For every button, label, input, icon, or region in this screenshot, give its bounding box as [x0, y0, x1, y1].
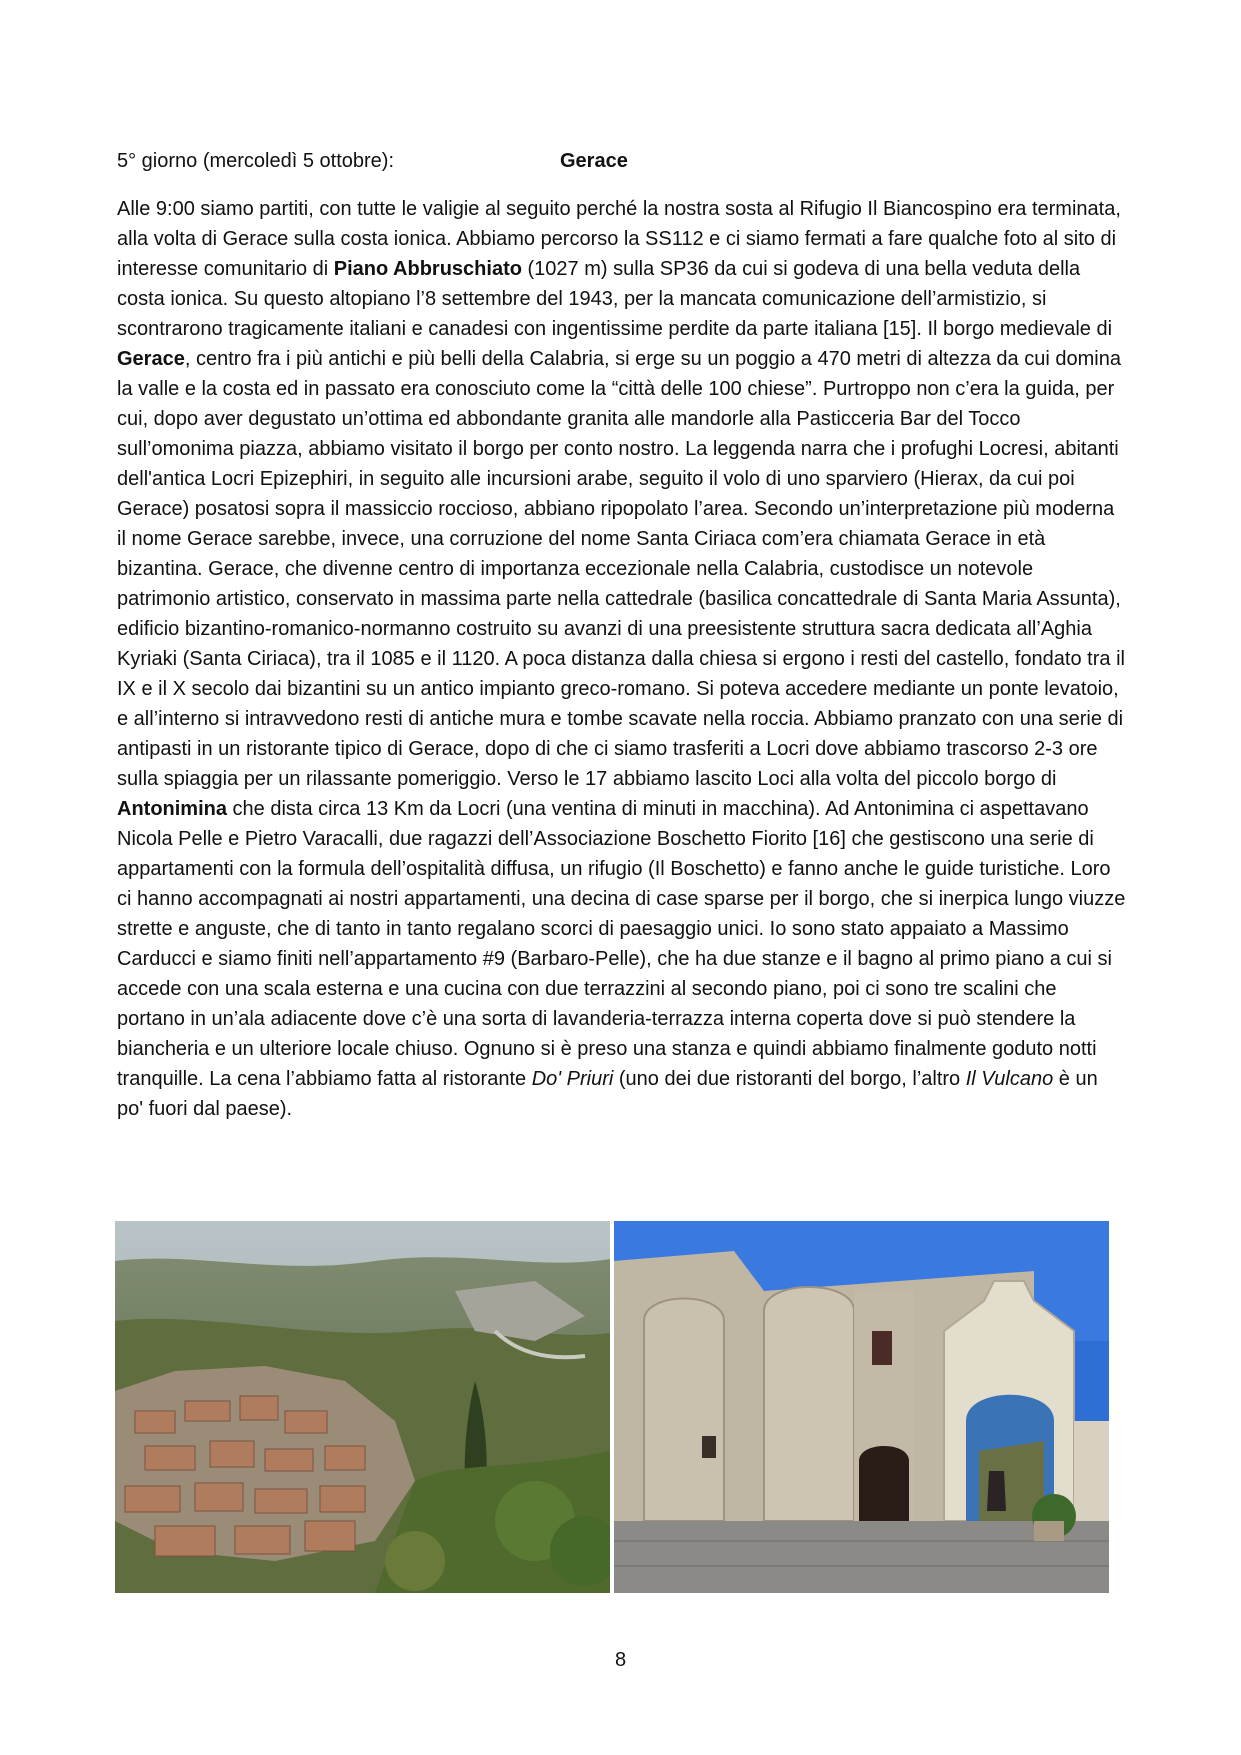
italic-restaurant-name: Do' Priuri — [531, 1068, 614, 1090]
place-title: Gerace — [560, 150, 628, 172]
text-run: (1027 m) sulla SP36 da cui si godeva di una bella veduta della costa ionica. Su questo altopiano l’8 settembre del 1943, per la mancata comunicazione dell’armistizio, si scontrarono tragicamente italiani e canadesi con ingentissime perdite da parte italiana [15]. Il borgo medievale di — [117, 258, 1113, 340]
page-number: 8 — [614, 1649, 627, 1671]
text-run: Alle 9:00 siamo partiti, con tutte le valigie al seguito perché la nostra sosta al Rifugio Il Biancospino era terminata, alla volta di Gerace sulla costa ionica. Abbiamo percorso la SS112 e ci siamo fermati a fare qualche foto al sito di interesse comunitario di — [117, 198, 1121, 280]
text-run: che dista circa 13 Km da Locri (una ventina di minuti in macchina). Ad Antonimina ci aspettavano Nicola Pelle e Pietro Varacalli, due ragazzi dell’Associazione Boschetto Fiorito [16] che gestiscono una serie di appartamenti con la formula dell’ospitalità diffusa, un rifugio (Il Boschetto) e fanno anche le guide turistiche. Loro ci hanno accompagnati ai nostri appartamenti, una decina di case sparse per il borgo, che si inerpica lungo viuzze strette e anguste, che di tanto in tanto regalano scorci di paesaggio unici. Io sono stato appaiato a Massimo Carducci e siamo finiti nell’appartamento #9 (Barbaro-Pelle), che ha due stanze e il bagno al primo piano a cui si accede con una scala esterna e una cucina con due terrazzini al secondo piano, poi ci sono tre scalini che portano in un’ala adiacente dove c’è una sorta di lavanderia-terrazza interna coperta dove si può stendere la biancheria e un ulteriore locale chiuso. Ognuno si è preso una stanza e quindi abbiamo finalmente goduto notti tranquille. La cena l’abbiamo fatta al ristorante — [117, 798, 1126, 1090]
text-run: (uno dei due ristoranti del borgo, l’altro — [613, 1068, 966, 1090]
cathedral-photo — [614, 1221, 1109, 1593]
text-run: , centro fra i più antichi e più belli della Calabria, si erge su un poggio a 470 metri di altezza da cui domina la valle e la costa ed in passato era conosciuto come la “città delle 100 chiese”. Purtroppo non c’era la guida, per cui, dopo aver degustato un’ottima ed abbondante granita alle mandorle alla Pasticceria Bar del Tocco sull’omonima piazza, abbiamo visitato il borgo per conto nostro. La leggenda narra che i profughi Locresi, abitanti dell'antica Locri Epizephiri, in seguito alle incursioni arabe, seguito il volo di uno sparviero (Hierax, da cui poi Gerace) posatosi sopra il massiccio roccioso, abbiano ripopolato l’area. Secondo un’interpretazione più moderna il nome Gerace sarebbe, invece, una corruzione del nome Santa Ciriaca com’era chiamata Gerace in età bizantina. Gerace, che divenne centro di importanza eccezionale nella Calabria, custodisce un notevole patrimonio artistico, conservato in massima parte nella cattedrale (basilica concattedrale di Santa Maria Assunta), edificio bizantino-romanico-normanno costruito su avanzi di una preesistente struttura sacra dedicata all’Aghia Kyriaki (Santa Ciriaca), tra il 1085 e il 1120. A poca distanza dalla chiesa si ergono i resti del castello, fondato tra il IX e il X secolo dai bizantini su un antico impianto greco-romano. Si poteva accedere mediante un ponte levatoio, e all’interno si intravvedono resti di antiche mura e tombe scavate nella roccia. Abbiamo pranzato con una serie di antipasti in un ristorante tipico di Gerace, dopo di che ci siamo trasferiti a Locri dove abbiamo trascorso 2-3 ore sulla spiaggia per un rilassante pomeriggio. Verso le 17 abbiamo lascito Loci alla volta del piccolo borgo di — [117, 348, 1125, 790]
italic-restaurant-name: Il Vulcano — [965, 1068, 1054, 1090]
bold-place-name: Piano Abbruschiato — [333, 258, 522, 280]
bold-place-name: Antonimina — [117, 798, 227, 820]
cathedral-image — [614, 1221, 1109, 1593]
bold-place-name: Gerace — [117, 348, 185, 370]
narrative-paragraph — [117, 194, 1127, 1124]
day-label: 5° giorno (mercoledì 5 ottobre): — [117, 150, 395, 172]
text-run: è un po' fuori dal paese). — [117, 1068, 1098, 1120]
village-aerial-photo — [115, 1221, 610, 1593]
day-heading — [117, 148, 628, 174]
village-aerial-image — [115, 1221, 610, 1593]
